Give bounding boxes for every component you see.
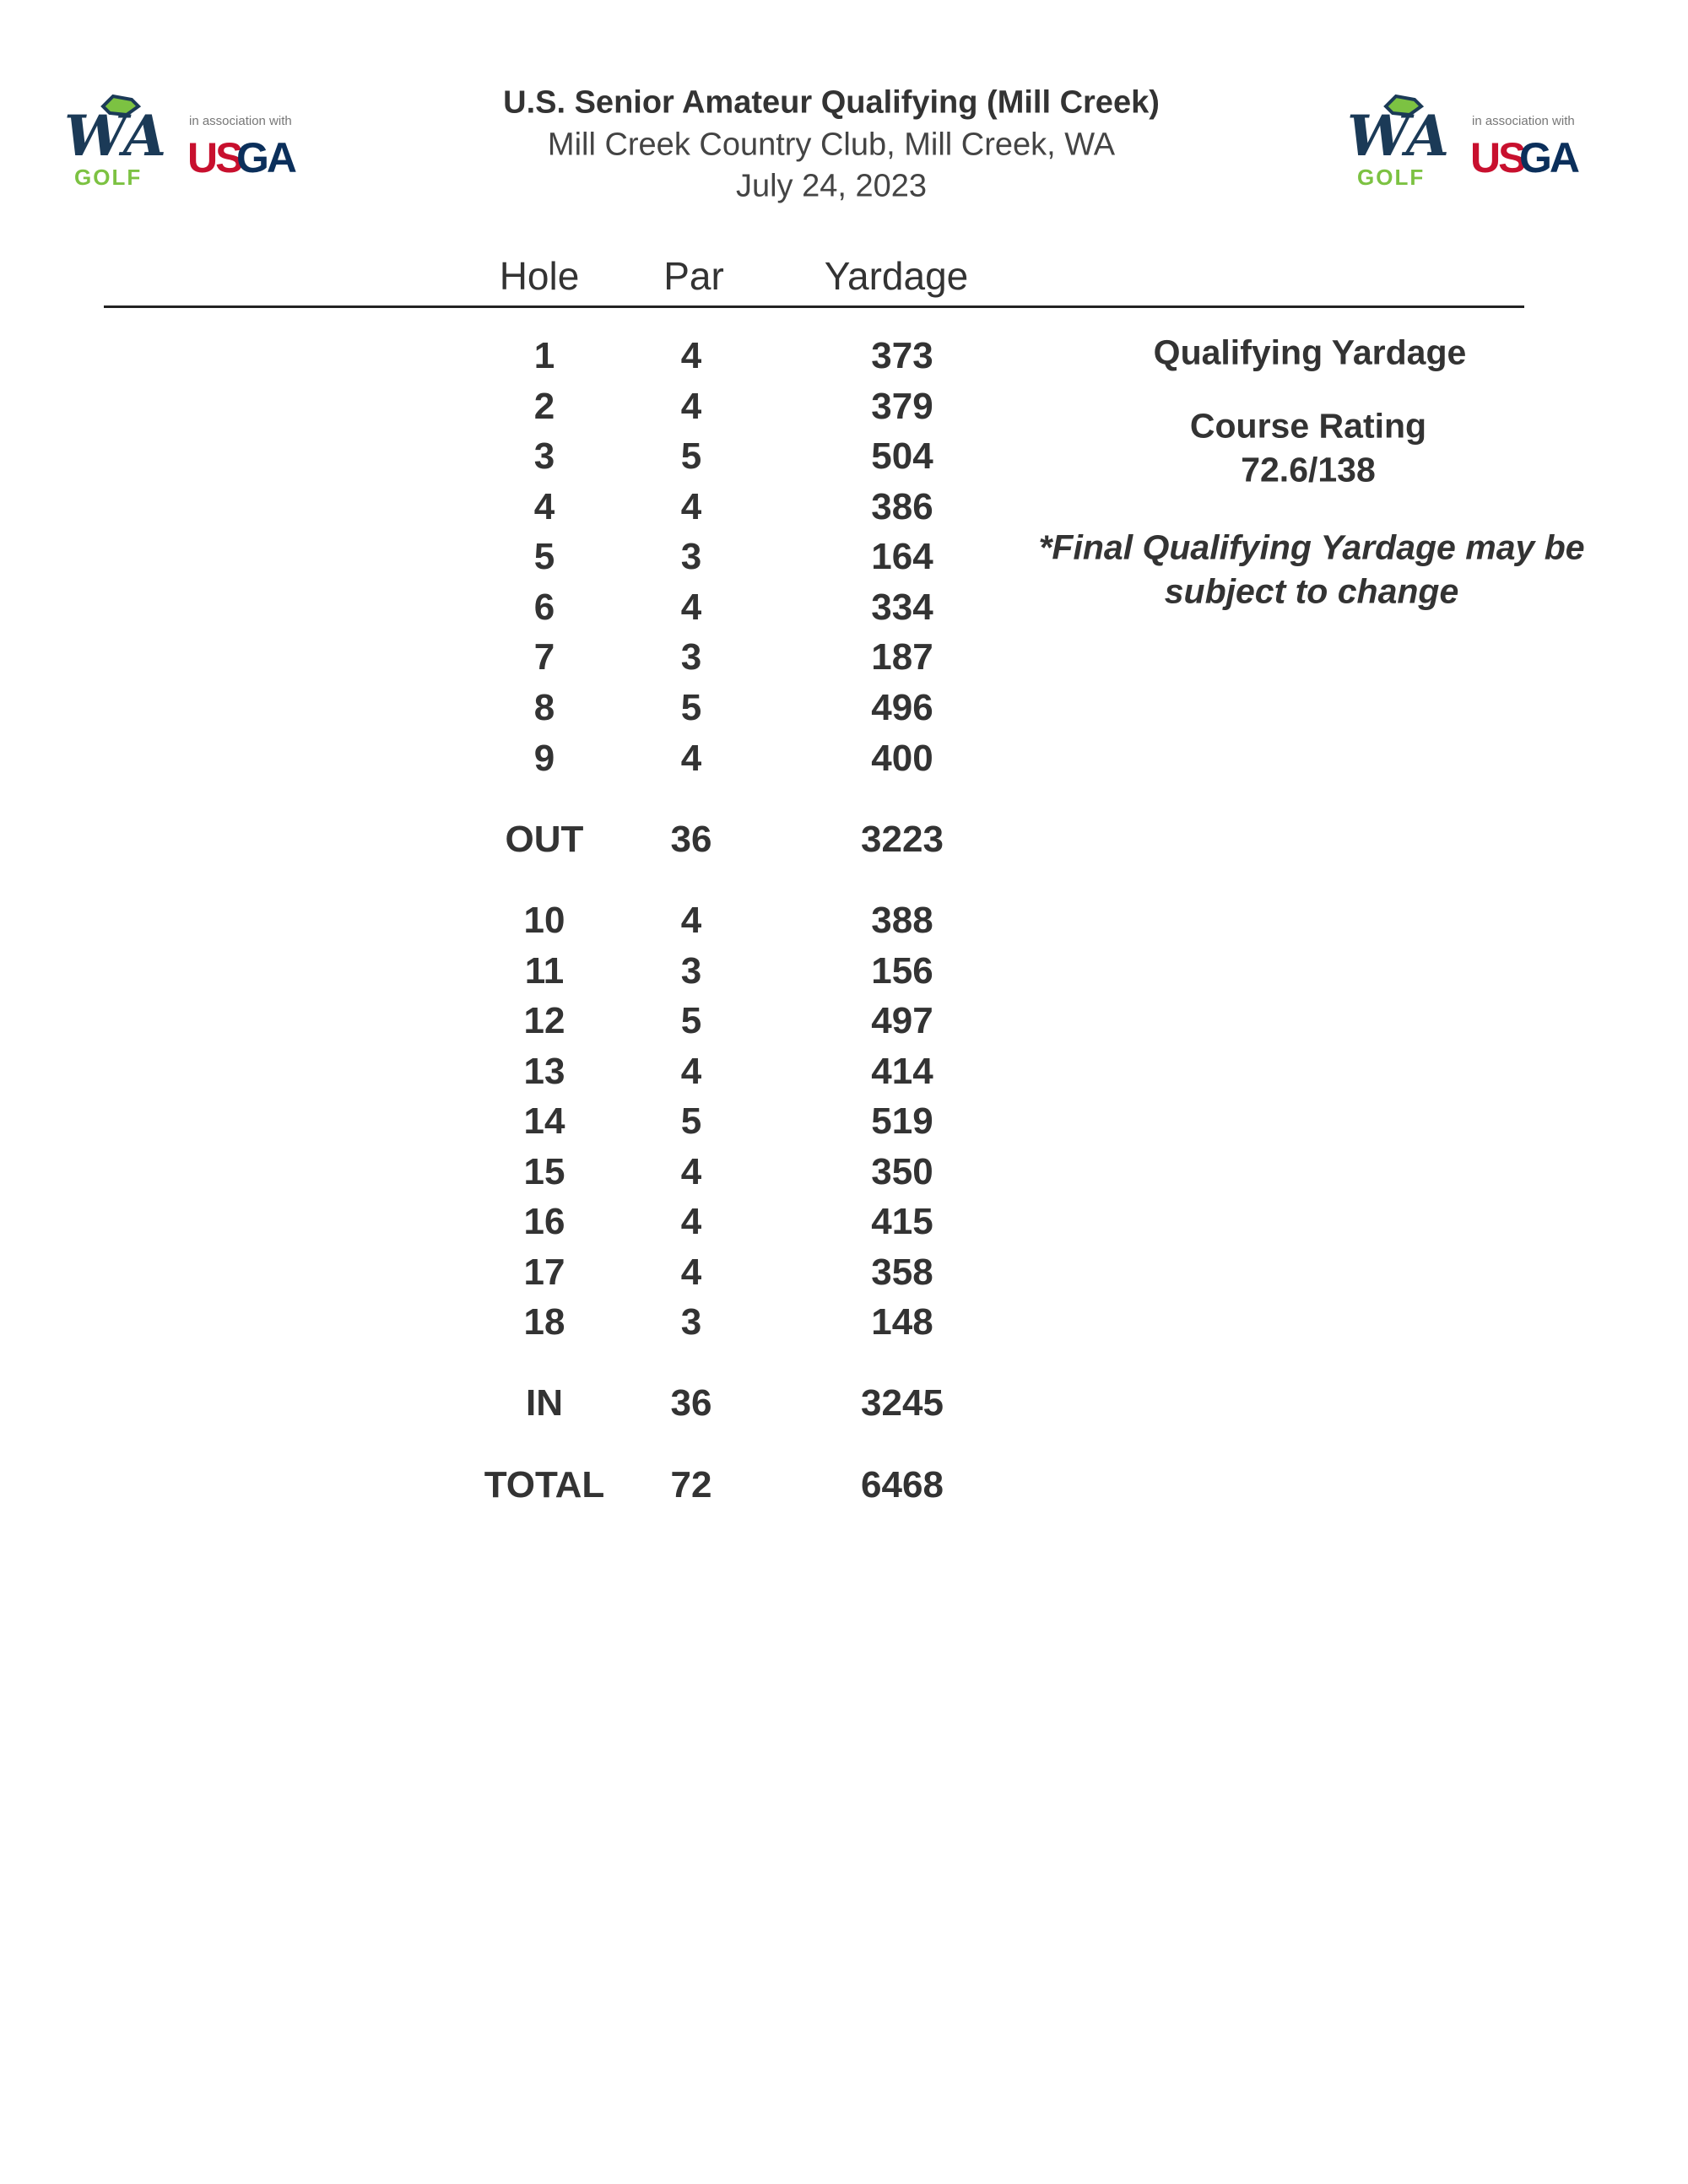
cell-par: 4 [680,738,702,779]
cell-hole: 9 [533,738,555,779]
cell-hole: 8 [533,687,555,728]
cell-yardage: 350 [871,1151,933,1192]
cell-par: 3 [680,1301,702,1343]
cell-yardage: 148 [871,1301,933,1343]
cell-hole: 18 [523,1301,565,1343]
cell-hole: OUT [505,819,584,860]
svg-text:in association with: in association with [1472,114,1575,128]
cell-hole: 17 [523,1251,565,1293]
cell-hole: 5 [533,536,555,577]
cell-par: 5 [680,435,702,477]
cell-hole: 1 [533,335,555,376]
cell-par: 5 [680,687,702,728]
cell-yardage: 414 [871,1051,933,1092]
venue: Mill Creek Country Club, Mill Creek, WA [547,127,1116,163]
cell-par: 4 [680,486,702,527]
cell-hole: 10 [523,900,565,941]
course-rating-value: 72.6/138 [1241,450,1376,489]
wa-logo-text: WA [64,103,167,169]
cell-par: 5 [680,1000,702,1041]
cell-hole: 6 [533,587,555,628]
cell-yardage: 504 [871,435,933,477]
header-divider [104,305,1524,308]
cell-par: 3 [680,536,702,577]
cell-hole: 15 [523,1151,565,1192]
cell-yardage: 358 [871,1251,933,1293]
cell-hole: 2 [533,386,555,427]
cell-yardage: 3245 [861,1382,944,1424]
cell-yardage: 497 [871,1000,933,1041]
cell-par: 36 [670,819,712,860]
svg-text:GA: GA [236,134,295,181]
cell-par: 4 [680,1051,702,1092]
cell-yardage: 3223 [861,819,944,860]
cell-par: 4 [680,1151,702,1192]
cell-par: 3 [680,636,702,678]
course-rating-label: Course Rating [1189,406,1427,446]
cell-par: 36 [670,1382,712,1424]
cell-yardage: 386 [871,486,933,527]
cell-yardage: 373 [871,335,933,376]
cell-hole: 13 [523,1051,565,1092]
cell-hole: 12 [523,1000,565,1041]
cell-yardage: 519 [871,1100,933,1142]
cell-par: 4 [680,900,702,941]
disclaimer-line-1: *Final Qualifying Yardage may be [1038,527,1585,567]
cell-par: 4 [680,1201,702,1242]
cell-yardage: 379 [871,386,933,427]
svg-text:GA: GA [1519,134,1577,181]
wagolf-usga-logo-left [62,89,316,191]
column-header-hole: Hole [499,254,580,298]
cell-hole: TOTAL [484,1464,605,1506]
cell-hole: 11 [524,950,565,992]
notes-heading: Qualifying Yardage [1153,332,1467,372]
column-header-yardage: Yardage [824,254,969,298]
document-title: U.S. Senior Amateur Qualifying (Mill Creek) [503,84,1160,121]
cell-par: 4 [680,386,702,427]
cell-hole: 3 [533,435,555,477]
cell-yardage: 334 [871,587,933,628]
cell-par: 72 [670,1464,712,1506]
svg-text:US: US [1470,134,1524,181]
cell-par: 4 [680,587,702,628]
cell-par: 5 [680,1100,702,1142]
event-date: July 24, 2023 [735,168,928,204]
cell-hole: 16 [523,1201,565,1242]
column-header-par: Par [663,254,724,298]
cell-par: 4 [680,335,702,376]
cell-yardage: 164 [871,536,933,577]
cell-yardage: 156 [871,950,933,992]
cell-hole: 14 [523,1100,565,1142]
wagolf-usga-logo-right [1345,89,1599,191]
disclaimer-line-2: subject to change [1164,571,1459,611]
cell-par: 4 [680,1251,702,1293]
cell-par: 3 [680,950,702,992]
cell-yardage: 187 [871,636,933,678]
svg-text:GOLF: GOLF [1357,165,1426,190]
cell-yardage: 6468 [861,1464,944,1506]
svg-text:GOLF: GOLF [74,165,143,190]
cell-hole: 7 [533,636,555,678]
cell-yardage: 415 [871,1201,933,1242]
cell-yardage: 496 [871,687,933,728]
cell-yardage: 388 [871,900,933,941]
cell-yardage: 400 [871,738,933,779]
cell-hole: IN [526,1382,563,1424]
wa-logo-text: WA [1347,103,1450,169]
svg-text:US: US [187,134,241,181]
svg-text:in association with: in association with [189,114,292,128]
cell-hole: 4 [533,486,555,527]
